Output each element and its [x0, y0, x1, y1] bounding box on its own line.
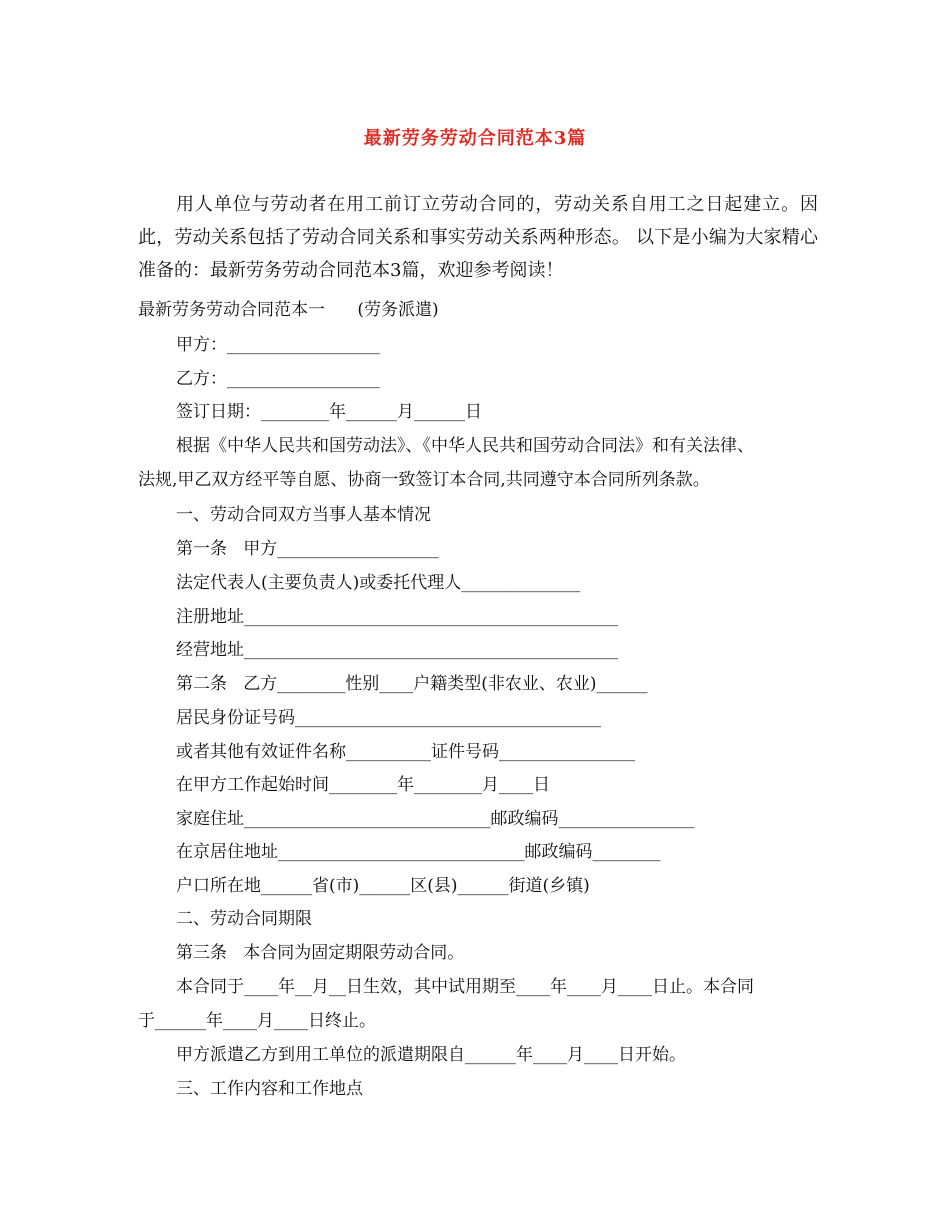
contract-effective-line-2: 于______年____月____日终止。	[138, 1011, 376, 1031]
section-heading-parties: 一、劳动合同双方当事人基本情况	[176, 505, 431, 525]
dispatch-period-line: 甲方派遣乙方到用工单位的派遣期限自______年____月____日开始。	[176, 1045, 686, 1065]
hukou-location-field: 户口所在地______省(市)______区(县)______街道(乡镇)	[176, 876, 590, 896]
contract-effective-line-1: 本合同于____年__月__日生效，其中试用期至____年____月____日止。本合同	[176, 977, 754, 997]
section-heading-work: 三、工作内容和工作地点	[176, 1079, 363, 1099]
document-title: 最新劳务劳动合同范本3篇	[363, 128, 587, 149]
article-three: 第三条 本合同为固定期限劳动合同。	[176, 943, 465, 963]
legal-representative-field: 法定代表人(主要负责人)或委托代理人______________	[176, 573, 581, 593]
section-heading-term: 二、劳动合同期限	[176, 909, 312, 929]
article-two-party-b: 第二条 乙方________性别____户籍类型(非农业、农业)______	[176, 674, 648, 694]
id-number-field: 居民身份证号码____________________________________	[176, 708, 601, 728]
legal-basis-line-2: 法规,甲乙双方经平等自愿、协商一致签订本合同,共同遵守本合同所列条款。	[138, 470, 710, 490]
other-id-field: 或者其他有效证件名称__________证件号码________________	[176, 742, 635, 762]
section-heading-contract-one: 最新劳务劳动合同范本一 (劳务派遣)	[138, 300, 439, 320]
party-a-field: 甲方：__________________	[176, 335, 380, 355]
work-start-date-field: 在甲方工作起始时间________年________月____日	[176, 775, 550, 795]
beijing-address-field: 在京居住地址_____________________________邮政编码________	[176, 842, 661, 862]
party-b-field: 乙方：__________________	[176, 369, 380, 389]
registered-address-field: 注册地址____________________________________________	[176, 607, 618, 627]
intro-paragraph: 用人单位与劳动者在用工前订立劳动合同的，劳动关系自用工之日起建立。因此，劳动关系包括了劳动合同关系和事实劳动关系两种形态。 以下是小编为大家精心准备的：最新劳务劳动合同范本3篇，欢迎参考阅读！	[138, 194, 818, 281]
home-address-field: 家庭住址_____________________________邮政编码________________	[176, 809, 695, 829]
signing-date-field: 签订日期：________年______月______日	[176, 402, 482, 422]
legal-basis-line-1: 根据《中华人民共和国劳动法》、《中华人民共和国劳动合同法》和有关法律、	[176, 436, 754, 456]
business-address-field: 经营地址____________________________________________	[176, 640, 618, 660]
article-one-party-a: 第一条 甲方___________________	[176, 539, 439, 559]
